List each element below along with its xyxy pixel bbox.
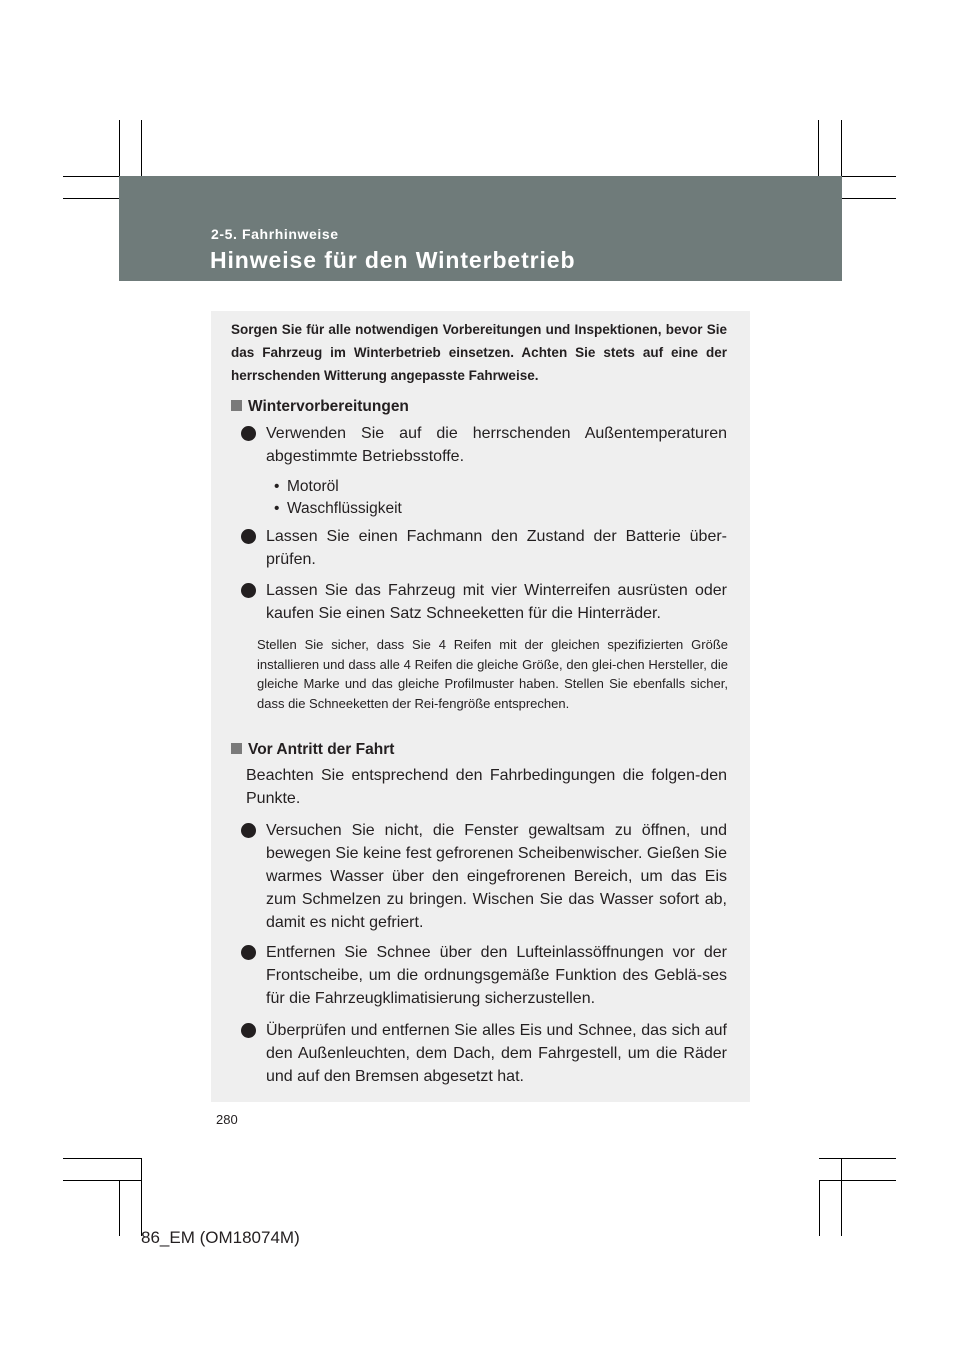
list-item (241, 819, 727, 934)
document-code: 86_EM (OM18074M) (141, 1228, 300, 1247)
bullet-icon (241, 1023, 256, 1038)
bullet-icon (241, 426, 256, 441)
crop-mark (63, 1180, 141, 1181)
crop-mark (841, 120, 842, 176)
crop-mark (819, 1180, 896, 1181)
tire-note: Stellen Sie sicher, dass Sie 4 Reifen mit der gleichen spezifizierten Größe installieren und dass alle 4 Reifen die gleiche Größe, den glei-chen Hersteller, die gleiche Marke und das gleiche Profilmuster haben. Stellen Sie ebenfalls sicher, dass die Schneeketten der Rei-fengröße entsprechen. (257, 637, 728, 711)
crop-mark (141, 120, 142, 176)
list-item-text: Verwenden Sie auf die herrschenden Außentemperaturen abgestimmte Betriebsstoffe. (266, 425, 727, 465)
intro-text: Sorgen Sie für alle notwendigen Vorbereitungen und Inspektionen, bevor Sie das Fahrzeug im Winterbetrieb einsetzen. Achten Sie stets auf eine der herrschenden Witterung angepasste Fahrweise. (231, 322, 727, 383)
sub-list-item (274, 476, 339, 498)
subsection-heading-winter-prep (231, 396, 409, 418)
crop-mark (842, 198, 896, 199)
chapter-header (119, 176, 842, 281)
list-item (241, 1019, 727, 1088)
crop-mark (63, 1158, 141, 1159)
small-bullet-icon: • (274, 500, 280, 517)
page-heading: Hinweise für den Winterbetrieb (210, 247, 576, 273)
crop-mark (819, 1180, 820, 1236)
subsection-title: Vor Antritt der Fahrt (248, 741, 395, 758)
bullet-icon (241, 823, 256, 838)
bullet-icon (241, 529, 256, 544)
crop-mark (842, 176, 896, 177)
subsection-title: Wintervorbereitungen (248, 398, 409, 415)
crop-mark (119, 120, 120, 176)
list-item-text: Lassen Sie das Fahrzeug mit vier Winterreifen ausrüsten oder kaufen Sie einen Satz Schneeketten für die Hinterräder. (266, 582, 727, 622)
bullet-icon (241, 945, 256, 960)
page-number: 280 (216, 1112, 238, 1127)
crop-mark (841, 1158, 842, 1236)
list-item-text: Lassen Sie einen Fachmann den Zustand der Batterie über-prüfen. (266, 528, 727, 568)
list-item-text: Überprüfen und entfernen Sie alles Eis und Schnee, das sich auf den Außenleuchten, dem Dach, dem Fahrgestell, um die Räder und auf den Bremsen abgesetzt hat. (266, 1022, 727, 1085)
crop-mark (141, 1158, 142, 1236)
content-panel (211, 311, 750, 1102)
square-bullet-icon (231, 400, 242, 411)
crop-mark (63, 198, 119, 199)
crop-mark (63, 176, 119, 177)
small-bullet-icon: • (274, 478, 280, 495)
subsection-heading-before-driving (231, 739, 394, 761)
list-item (241, 941, 727, 1010)
list-item-text: Versuchen Sie nicht, die Fenster gewaltsam zu öffnen, und bewegen Sie keine fest gefrorenen Scheibenwischer. Gießen Sie warmes Wasser über den eingefrorenen Bereich, um das Eis zum Schmelzen zu bringen. Wischen Sie das Wasser sofort ab, damit es nicht gefriert. (266, 822, 727, 931)
subsection-intro: Beachten Sie entsprechend den Fahrbedingungen die folgen-den Punkte. (246, 767, 727, 807)
list-item (241, 579, 727, 625)
square-bullet-icon (231, 743, 242, 754)
bullet-icon (241, 583, 256, 598)
sub-list-item-text: Motoröl (287, 478, 339, 495)
list-item-text: Entfernen Sie Schnee über den Lufteinlassöffnungen vor der Frontscheibe, um die ordnungsgemäße Funktion des Geblä-ses für die Fahrzeugklimatisierung sicherzustellen. (266, 944, 727, 1007)
section-label: 2-5. Fahrhinweise (211, 226, 339, 242)
crop-mark (818, 120, 819, 176)
sub-list-item (274, 498, 402, 520)
list-item (241, 422, 727, 468)
sub-list-item-text: Waschflüssigkeit (287, 500, 402, 517)
list-item (241, 525, 727, 571)
crop-mark (119, 1180, 120, 1236)
crop-mark (819, 1158, 896, 1159)
